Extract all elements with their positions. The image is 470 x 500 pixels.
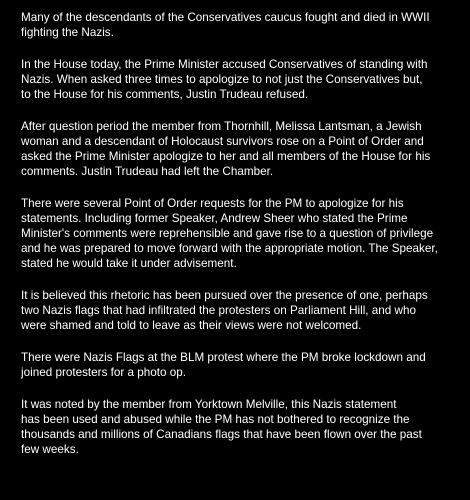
paragraph-point-of-order-lantsman: After question period the member from Thornhill, Melissa Lantsman, a Jewish woman and a descendant of Holocaust survivors rose on a Point of Order and asked the Prime Minister apologize to her and all members of the House for his comments. Justin Trudeau had left the Chamber. xyxy=(21,120,431,178)
paragraph-blm-protest: There were Nazis Flags at the BLM protest where the PM broke lockdown and joined protesters for a photo op. xyxy=(21,351,426,379)
paragraph-rhetoric-flags: It is believed this rhetoric has been pursued over the presence of one, perhaps two Nazis flags that had infiltrated the protesters on Parliament Hill, and who were shamed and told to leave as their views were not welcomed. xyxy=(21,289,428,332)
paragraph-apology-requests: There were several Point of Order requests for the PM to apologize for his statements. Including former Speaker, Andrew Sheer who stated the Prime Minister's comments were reprehensible and gave rise to a question of privilege and he was prepared to move forward with the appropriate motion. The Speaker, stated he would take it under advisement. xyxy=(21,197,438,270)
paragraph-pm-accusation: In the House today, the Prime Minister accused Conservatives of standing with Nazis. When asked three times to apologize to not just the Conservatives but, to the House for his comments, Justin Trudeau refused. xyxy=(21,58,428,101)
paragraph-yorkton-melville: It was noted by the member from Yorktown Melville, this Nazis statement has been used and abused while the PM has not bothered to recognize the thousands and millions of Canadians flags that have been flown over the past few weeks. xyxy=(21,398,422,456)
paragraph-wwii-descendants: Many of the descendants of the Conservatives caucus fought and died in WWII fighting the Nazis. xyxy=(21,11,430,39)
